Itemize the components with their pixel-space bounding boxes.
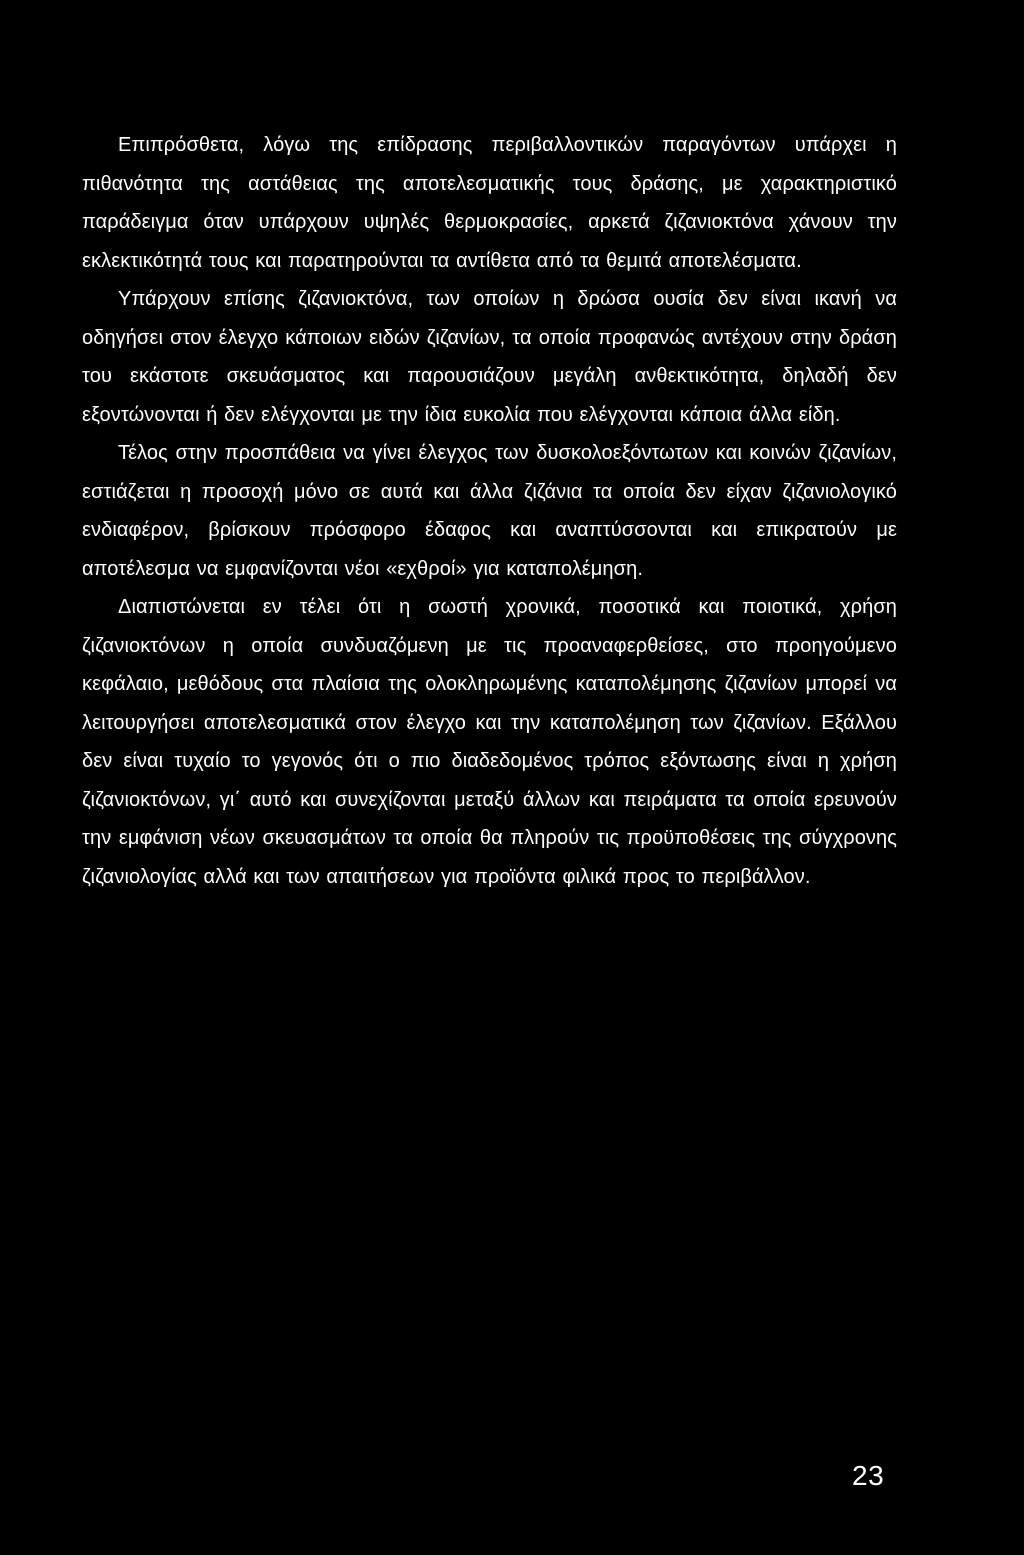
paragraph-environmental-factors: Επιπρόσθετα, λόγω της επίδρασης περιβαλλοντικών παραγόντων υπάρχει η πιθανότητα της αστάθειας της αποτελεσματικής τους δράσης, με χαρακτηριστικό παράδειγμα όταν υπάρχουν υψηλές θερμοκρασίες, αρκετά ζιζανιοκτόνα χάνουν την εκλεκτικότητά τους και παρατηρούνται τα αντίθετα από τα θεμιτά αποτελέσματα. <box>82 134 897 272</box>
paragraph-conclusion: Διαπιστώνεται εν τέλει ότι η σωστή χρονικά, ποσοτικά και ποιοτικά, χρήση ζιζανιοκτόνων η οποία συνδυαζόμενη με τις προαναφερθείσες, στο προηγούμενο κεφάλαιο, μεθόδους στα πλαίσια της ολοκληρωμένης καταπολέμησης ζιζανίων μπορεί να λειτουργήσει αποτελεσματικά στον έλεγχο και την καταπολέμηση των ζιζανίων. Εξάλλου δεν είναι τυχαίο το γεγονός ότι ο πιο διαδεδομένος τρόπος εξόντωσης είναι η χρήση ζιζανιοκτόνων, γι΄ αυτό και συνεχίζονται μεταξύ άλλων και πειράματα τα οποία ερευνούν την εμφάνιση νέων σκευασμάτων τα οποία θα πληρούν τις προϋποθέσεις της σύγχρονης ζιζανιολογίας αλλά και των απαιτήσεων για προϊόντα φιλικά προς το περιβάλλον. <box>82 596 897 888</box>
page-number: 23 <box>852 1460 885 1491</box>
body-text <box>82 126 897 896</box>
paragraph-resistant-weeds: Υπάρχουν επίσης ζιζανιοκτόνα, των οποίων η δρώσα ουσία δεν είναι ικανή να οδηγήσει στον έλεγχο κάποιων ειδών ζιζανίων, τα οποία προφανώς αντέχουν στην δράση του εκάστοτε σκευάσματος και παρουσιάζουν μεγάλη ανθεκτικότητα, δηλαδή δεν εξοντώνονται ή δεν ελέγχονται με την ίδια ευκολία που ελέγχονται κάποια άλλα είδη. <box>82 288 897 426</box>
paragraph-new-weed-threats: Τέλος στην προσπάθεια να γίνει έλεγχος των δυσκολοεξόντωτων και κοινών ζιζανίων, εστιάζεται η προσοχή μόνο σε αυτά και άλλα ζιζάνια τα οποία δεν είχαν ζιζανιολογικό ενδιαφέρον, βρίσκουν πρόσφορο έδαφος και αναπτύσσονται και επικρατούν με αποτέλεσμα να εμφανίζονται νέοι «εχθροί» για καταπολέμηση. <box>82 442 897 580</box>
